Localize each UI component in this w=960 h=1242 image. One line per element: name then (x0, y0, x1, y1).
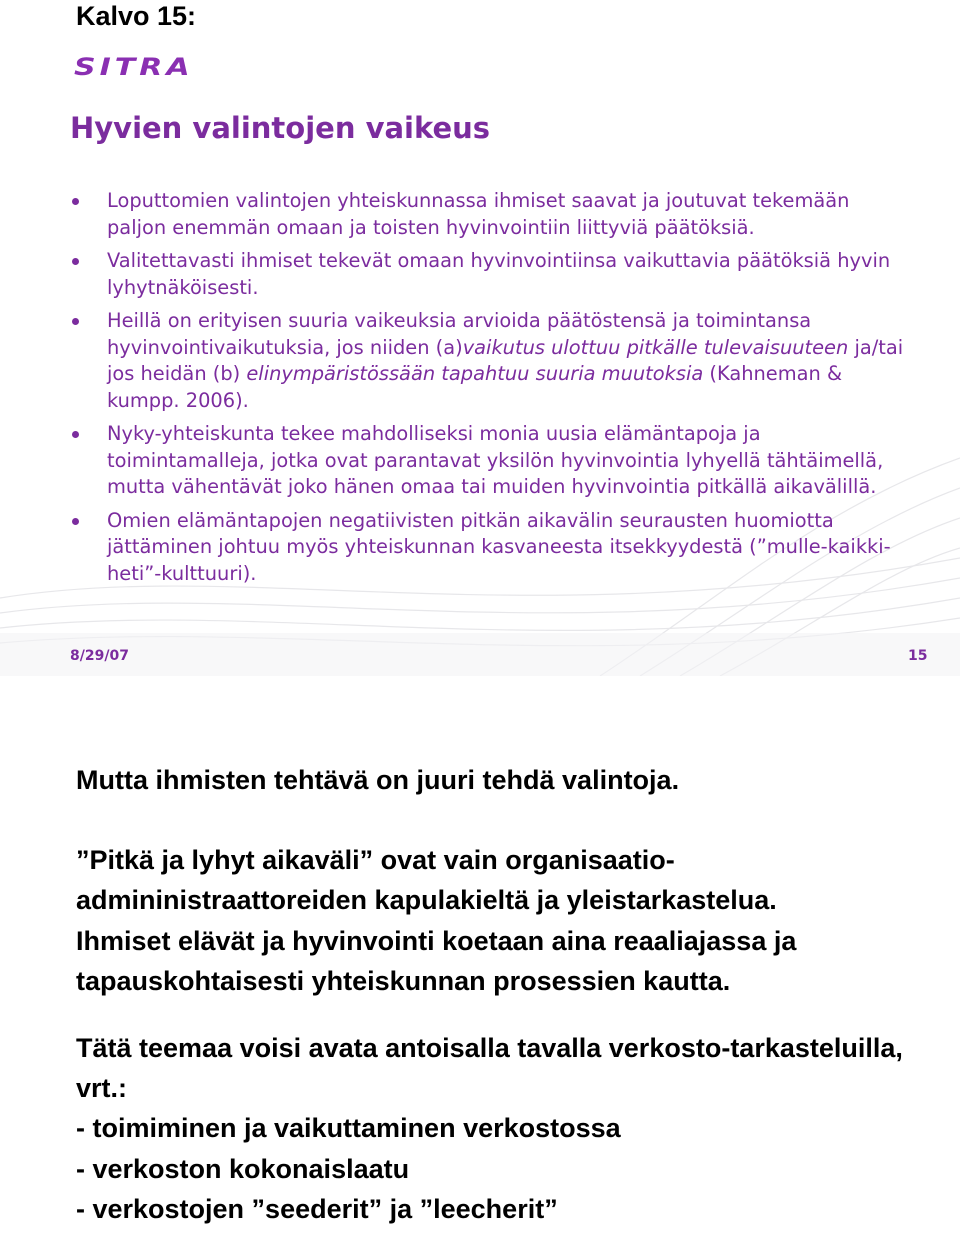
sitra-logo: SITRA (74, 53, 194, 82)
slide-footer-date: 8/29/07 (70, 648, 129, 664)
notes-list-item: - toimiminen ja vaikuttaminen verkostossa (76, 1113, 621, 1144)
notes-paragraph: Ihmiset elävät ja hyvinvointi koetaan aina reaaliajassa ja tapauskohtaisesti yhteiskunnan prosessien kautta. (76, 925, 797, 996)
notes-spacer (76, 1001, 946, 1028)
bullet-dot-icon (72, 198, 79, 205)
notes-list-item: - verkoston kokonaislaatu (76, 1153, 410, 1184)
bullet-dot-icon (72, 258, 79, 265)
slide-bullet-list (70, 188, 910, 594)
slide-image (0, 38, 960, 676)
slide-title: Hyvien valintojen vaikeus (70, 111, 491, 145)
notes-list-item: - verkostojen ”seederit” ja ”leecherit” (76, 1193, 558, 1224)
speaker-notes (76, 760, 946, 1229)
slide-bullet (70, 248, 910, 301)
bullet-dot-icon (72, 318, 79, 325)
slide-bullet-text: Omien elämäntapojen negatiivisten pitkän aikavälin seurausten huomiotta jättäminen johtuu myös yhteiskunnan kasvaneesta itsekkyydestä (”mulle-kaikki-heti”-kulttuuri). (107, 508, 891, 585)
slide-bullet-text: Loputtomien valintojen yhteiskunnassa ihmiset saavat ja joutuvat tekemään paljon enemmän omaan ja toisten hyvinvointiin liittyviä päätöksiä. (107, 189, 850, 239)
slide-bullet-text: Valitettavasti ihmiset tekevät omaan hyvinvointiinsa vaikuttavia päätöksiä hyvin lyhytnäköisesti. (107, 249, 891, 299)
slide-bullet (70, 308, 910, 414)
slide-bullet (70, 188, 910, 241)
page-heading: Kalvo 15: (76, 1, 197, 31)
slide-bullet (70, 421, 910, 501)
slide-bullet-text-part: (Kahneman & kumpp. 2006). (107, 362, 843, 412)
notes-paragraph: ”Pitkä ja lyhyt aikaväli” ovat vain organisaatio-admininistraattoreiden kapulakieltä ja yleistarkastelua. (76, 845, 777, 916)
slide-bullet-text-part: ja/tai jos heidän (b) (107, 335, 904, 385)
slide-bullet-emphasis: elinympäristössään tapahtuu suuria muutoksia (246, 362, 704, 385)
notes-spacer (76, 800, 946, 840)
bullet-dot-icon (72, 518, 79, 525)
bullet-dot-icon (72, 431, 79, 438)
slide-bullet (70, 508, 910, 588)
slide-bullet-text: Nyky-yhteiskunta tekee mahdolliseksi monia uusia elämäntapoja ja toimintamalleja, jotka ovat parantavat yksilön hyvinvointia lyhyellä tähtäimellä, mutta vähentävät joko hänen omaa tai muiden hyvinvointia pitkällä aikavälillä. (107, 422, 884, 498)
notes-paragraph: Tätä teemaa voisi avata antoisalla tavalla verkosto-tarkasteluilla, vrt.: (76, 1033, 903, 1104)
slide-bullet-emphasis: vaikutus ulottuu pitkälle tulevaisuuteen (462, 335, 849, 359)
notes-paragraph: Mutta ihmisten tehtävä on juuri tehdä valintoja. (76, 765, 680, 795)
slide-page-number: 15 (908, 648, 928, 664)
slide-bullet-text-part: Heillä on erityisen suuria vaikeuksia arvioida päätöstensä ja toimintansa hyvinvointivaikutuksia, jos niiden (a) (107, 309, 812, 359)
